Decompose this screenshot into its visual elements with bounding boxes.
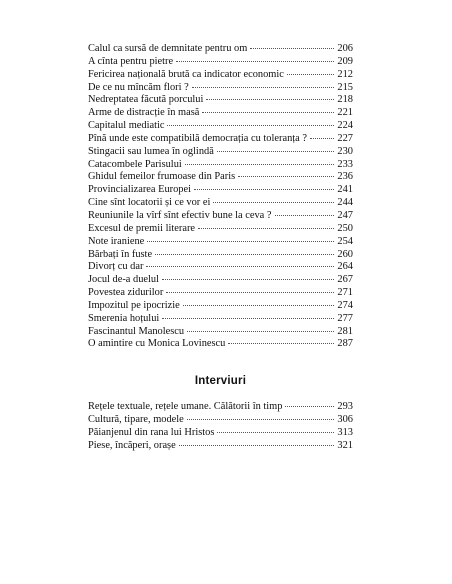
toc-entry-title: Pînă unde este compatibilă democrația cu toleranța ? — [88, 132, 307, 144]
toc-entry-title: Note iraniene — [88, 235, 145, 247]
toc-entry — [88, 249, 353, 262]
dot-leader — [166, 291, 334, 293]
toc-entry-page-number: 209 — [337, 55, 353, 67]
toc-entry-title: Jocul de-a duelul — [88, 274, 159, 286]
toc-entry-title: Divorț cu dar — [88, 261, 144, 273]
toc-entry-title: Reuniunile la vîrf sînt efectiv bune la ceva ? — [88, 209, 272, 221]
toc-entry-page-number: 227 — [337, 132, 353, 144]
toc-entry-title: A cînta pentru pietre — [88, 55, 174, 67]
toc-entry — [88, 133, 353, 146]
toc-entry-title: Piese, încăperi, orașe — [88, 439, 176, 451]
dot-leader — [287, 73, 334, 75]
toc-entry-title: Fascinantul Manolescu — [88, 325, 185, 337]
dot-leader — [250, 47, 334, 49]
toc-entry — [88, 414, 353, 427]
toc-entry — [88, 171, 353, 184]
toc-entry — [88, 287, 353, 300]
toc-entry-title: Cultură, tipare, modele — [88, 413, 184, 425]
toc-entry-title: Bărbați în fuste — [88, 248, 153, 260]
toc-entry — [88, 401, 353, 414]
toc-entry — [88, 159, 353, 172]
toc-entry — [88, 82, 353, 95]
dot-leader — [176, 60, 334, 62]
toc-entry-page-number: 212 — [337, 68, 353, 80]
dot-leader — [194, 188, 334, 190]
dot-leader — [162, 317, 334, 319]
toc-entry-page-number: 274 — [337, 299, 353, 311]
toc-entry-page-number: 244 — [337, 197, 353, 209]
dot-leader — [310, 137, 334, 139]
toc-entry-title: Păianjenul din rana lui Hristos — [88, 426, 215, 438]
toc-entry-page-number: 247 — [337, 209, 353, 221]
toc-entry — [88, 69, 353, 82]
toc-entry-title: Ghidul femeilor frumoase din Paris — [88, 171, 236, 183]
toc-entry — [88, 427, 353, 440]
toc-entry-title: Provincializarea Europei — [88, 184, 191, 196]
dot-leader — [192, 86, 334, 88]
toc-entry-page-number: 230 — [337, 145, 353, 157]
toc-entry-title: Arme de distracție în masă — [88, 107, 200, 119]
toc-entry — [88, 107, 353, 120]
toc-entry-title: Rețele textuale, rețele umane. Călătorii în timp — [88, 401, 283, 412]
toc-entry — [88, 313, 353, 326]
dot-leader — [167, 124, 334, 126]
dot-leader — [162, 278, 334, 280]
toc-entry-page-number: 313 — [337, 426, 353, 438]
toc-entry-page-number: 260 — [337, 248, 353, 260]
dot-leader — [187, 330, 334, 332]
dot-leader — [155, 253, 334, 255]
toc-entry — [88, 274, 353, 287]
toc-entry-title: Calul ca sursă de demnitate pentru om — [88, 43, 248, 54]
toc-entry-title: Povestea zidurilor — [88, 287, 164, 299]
section-heading: Interviuri — [194, 375, 247, 387]
interviews-contents — [88, 401, 353, 453]
toc-entry-page-number: 218 — [337, 94, 353, 106]
dot-leader — [217, 431, 334, 433]
dot-leader — [147, 240, 334, 242]
toc-entry-page-number: 224 — [337, 120, 353, 132]
toc-entry — [88, 326, 353, 339]
toc-entry-title: Stingacii sau lumea în oglindă — [88, 145, 214, 157]
toc-entry-page-number: 281 — [337, 325, 353, 337]
toc-entry-title: Capitalul mediatic — [88, 120, 165, 132]
toc-entry-page-number: 241 — [337, 184, 353, 196]
dot-leader — [238, 175, 334, 177]
toc-entry-page-number: 271 — [337, 287, 353, 299]
toc-entry-title: Smerenia hoțului — [88, 312, 160, 324]
toc-entry-title: Nedreptatea făcută porcului — [88, 94, 204, 106]
toc-entry — [88, 210, 353, 223]
toc-entry-title: O amintire cu Monica Lovinescu — [88, 338, 226, 350]
toc-entry — [88, 236, 353, 249]
dot-leader — [185, 163, 334, 165]
toc-entry-page-number: 306 — [337, 413, 353, 425]
dot-leader — [217, 150, 334, 152]
table-of-contents — [88, 43, 353, 351]
dot-leader — [206, 98, 334, 100]
toc-entry-title: Fericirea națională brută ca indicator economic — [88, 68, 284, 80]
toc-entry-title: Cine sînt locatorii și ce vor ei — [88, 197, 211, 209]
toc-entry-page-number: 264 — [337, 261, 353, 273]
dot-leader — [179, 444, 334, 446]
toc-entry-page-number: 293 — [337, 401, 353, 412]
toc-entry-title: De ce nu mîncăm flori ? — [88, 81, 189, 93]
toc-entry-page-number: 221 — [337, 107, 353, 119]
dot-leader — [213, 201, 334, 203]
toc-entry-page-number: 287 — [337, 338, 353, 350]
toc-entry-title: Catacombele Parisului — [88, 158, 182, 170]
toc-entry-page-number: 233 — [337, 158, 353, 170]
toc-entry — [88, 146, 353, 159]
dot-leader — [187, 418, 334, 420]
toc-entry-page-number: 254 — [337, 235, 353, 247]
dot-leader — [285, 405, 334, 407]
toc-entry-page-number: 267 — [337, 274, 353, 286]
toc-entry-page-number: 321 — [337, 439, 353, 451]
toc-entry-page-number: 277 — [337, 312, 353, 324]
toc-entry-page-number: 215 — [337, 81, 353, 93]
toc-entry-page-number: 236 — [337, 171, 353, 183]
toc-entry — [88, 184, 353, 197]
dot-leader — [202, 111, 334, 113]
dot-leader — [183, 304, 334, 306]
toc-entry-page-number: 250 — [337, 222, 353, 234]
toc-entry — [88, 261, 353, 274]
toc-entry — [88, 338, 353, 351]
toc-entry — [88, 94, 353, 107]
toc-entry-page-number: 206 — [337, 43, 353, 54]
toc-entry — [88, 300, 353, 313]
dot-leader — [146, 265, 334, 267]
dot-leader — [228, 342, 334, 344]
toc-entry — [88, 440, 353, 453]
dot-leader — [275, 214, 335, 216]
toc-entry-title: Impozitul pe ipocrizie — [88, 299, 180, 311]
toc-entry — [88, 223, 353, 236]
toc-entry-title: Excesul de premii literare — [88, 222, 196, 234]
toc-entry — [88, 43, 353, 56]
toc-entry — [88, 120, 353, 133]
toc-entry — [88, 56, 353, 69]
dot-leader — [198, 227, 334, 229]
toc-entry — [88, 197, 353, 210]
